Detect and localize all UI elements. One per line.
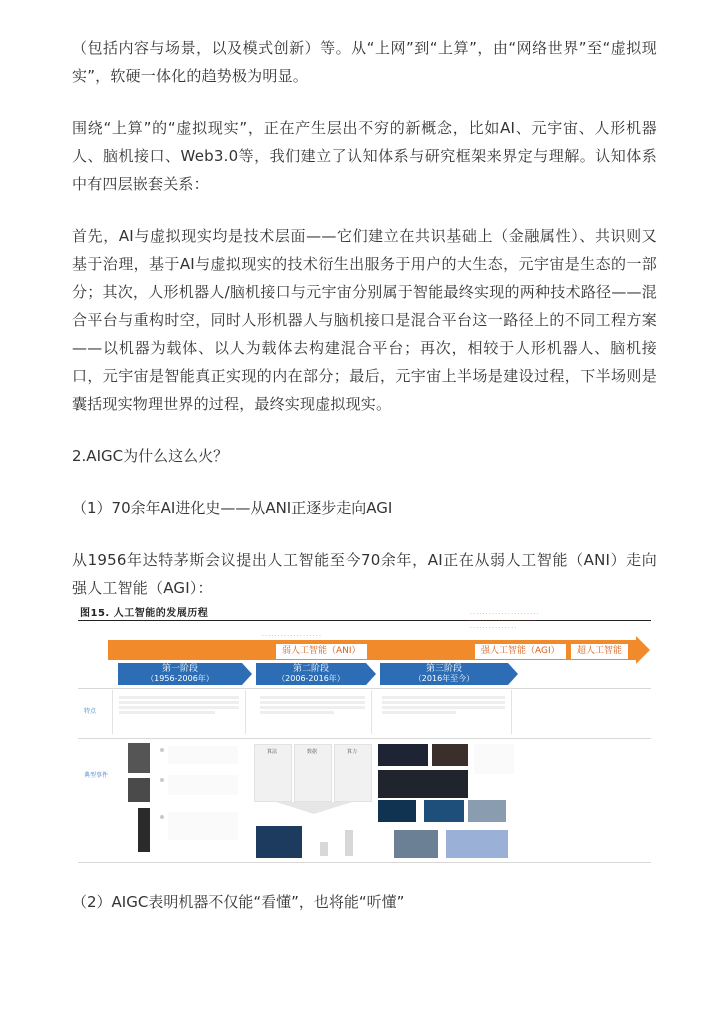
- row-divider: [78, 688, 651, 689]
- timeline-arrow-head: [636, 636, 650, 664]
- data-card: [294, 744, 332, 802]
- row-label-features: 特点: [84, 708, 97, 715]
- bullet-icon: [160, 815, 164, 819]
- phase-3-description: [376, 690, 512, 734]
- phase-3: [380, 663, 508, 685]
- row-divider: [78, 862, 651, 863]
- phase-1-name: 第一阶段: [161, 664, 198, 674]
- event-photo: [468, 800, 506, 822]
- portrait-photo: [128, 778, 150, 802]
- figure-title: 图15. 人工智能的发展历程: [80, 608, 209, 619]
- stage-label-agi: 强人工智能（AGI）: [474, 643, 567, 660]
- document-body: [72, 34, 657, 624]
- bar-mark: [320, 842, 328, 856]
- event-photo: [432, 744, 468, 766]
- phase-1-years: （1956-2006年）: [146, 674, 214, 683]
- card-heading: 数据: [307, 749, 318, 755]
- event-text-block: [168, 775, 238, 795]
- computer-photo: [138, 808, 150, 852]
- funnel-arrow: [276, 802, 352, 814]
- event-text-block: [474, 744, 514, 774]
- phase-2-name: 第二阶段: [292, 664, 329, 674]
- event-photo: [378, 744, 428, 766]
- event-text-block: [168, 812, 238, 840]
- phase-3-name: 第三阶段: [425, 664, 462, 674]
- section-heading: 2.AIGC为什么这么火？: [72, 447, 229, 465]
- stage-label-ani: 弱人工智能（ANI）: [275, 643, 368, 660]
- subsection-heading-2: （2）AIGC表明机器不仅能“看懂”，也将能“听懂”: [72, 893, 405, 911]
- bar-mark: [345, 830, 353, 856]
- paragraph-2: 围绕“上算”的“虚拟现实”，正在产生层出不穷的新概念，比如AI、元宇宙、人形机器人、脑机接口、Web3.0等，我们建立了认知体系与研究框架来界定与理解。认知体系中有四层嵌套关系：: [72, 119, 657, 193]
- algorithm-card: [254, 744, 292, 802]
- phase-1-description: [112, 690, 246, 734]
- event-photo: [394, 830, 438, 858]
- portrait-photo: [128, 743, 150, 773]
- phase-2-years: （2006-2016年）: [277, 674, 345, 683]
- row-label-events: 典型事件: [84, 772, 109, 779]
- subsection-heading-1: （1）70余年AI进化史——从ANI正逐步走向AGI: [72, 499, 393, 517]
- card-heading: 算法: [267, 749, 278, 755]
- paragraph-3: 首先，AI与虚拟现实均是技术层面——它们建立在共识基础上（金融属性）、共识则又基于治理，基于AI与虚拟现实的技术衍生出服务于用户的大生态，元宇宙是生态的一部分；其次，人形机器人/脑机接口与元宇宙分别属于智能最终实现的两种技术路径——混合平台与重构时空，同时人形机器人与脑机接口是混合平台这一路径上的不同工程方案——以机器为载体、以人为载体去构建混合平台；再次，相较于人形机器人、脑机接口，元宇宙是智能真正实现的内在部分；最后，元宇宙上半场是建设过程，下半场则是囊括现实物理世界的过程，最终实现虚拟现实。: [72, 227, 657, 413]
- event-photo: [378, 770, 468, 798]
- event-photo: [256, 826, 302, 858]
- annotation-note: · · · · · · · · · · · · · · · · · · · · · · · · · · · · · · · · · · · · · · · · · · · · · · · · · · · · · · · · · ·: [470, 611, 539, 631]
- phase-2: [256, 663, 366, 685]
- card-heading: 算力: [347, 749, 358, 755]
- compute-card: [334, 744, 372, 802]
- row-divider: [78, 738, 651, 739]
- paragraph-1: （包括内容与场景，以及模式创新）等。从“上网”到“上算”，由“网络世界”至“虚拟现实”，软硬一体化的趋势极为明显。: [72, 39, 657, 85]
- phase-2-description: [254, 690, 372, 734]
- bullet-icon: [160, 778, 164, 782]
- event-text-block: [168, 746, 238, 764]
- paragraph-4: 从1956年达特茅斯会议提出人工智能至今70余年，AI正在从弱人工智能（ANI）走向强人工智能（AGI）：: [72, 551, 657, 597]
- event-photo: [446, 830, 508, 858]
- bullet-icon: [160, 748, 164, 752]
- phase-1: [118, 663, 242, 685]
- event-photo: [424, 800, 464, 822]
- annotation-note: · · · · · · · · · · · · · · · · · · ·: [262, 633, 321, 639]
- event-photo: [378, 800, 416, 822]
- phase-3-years: （2016年至今）: [413, 674, 475, 683]
- stage-label-asi: 超人工智能: [570, 643, 629, 660]
